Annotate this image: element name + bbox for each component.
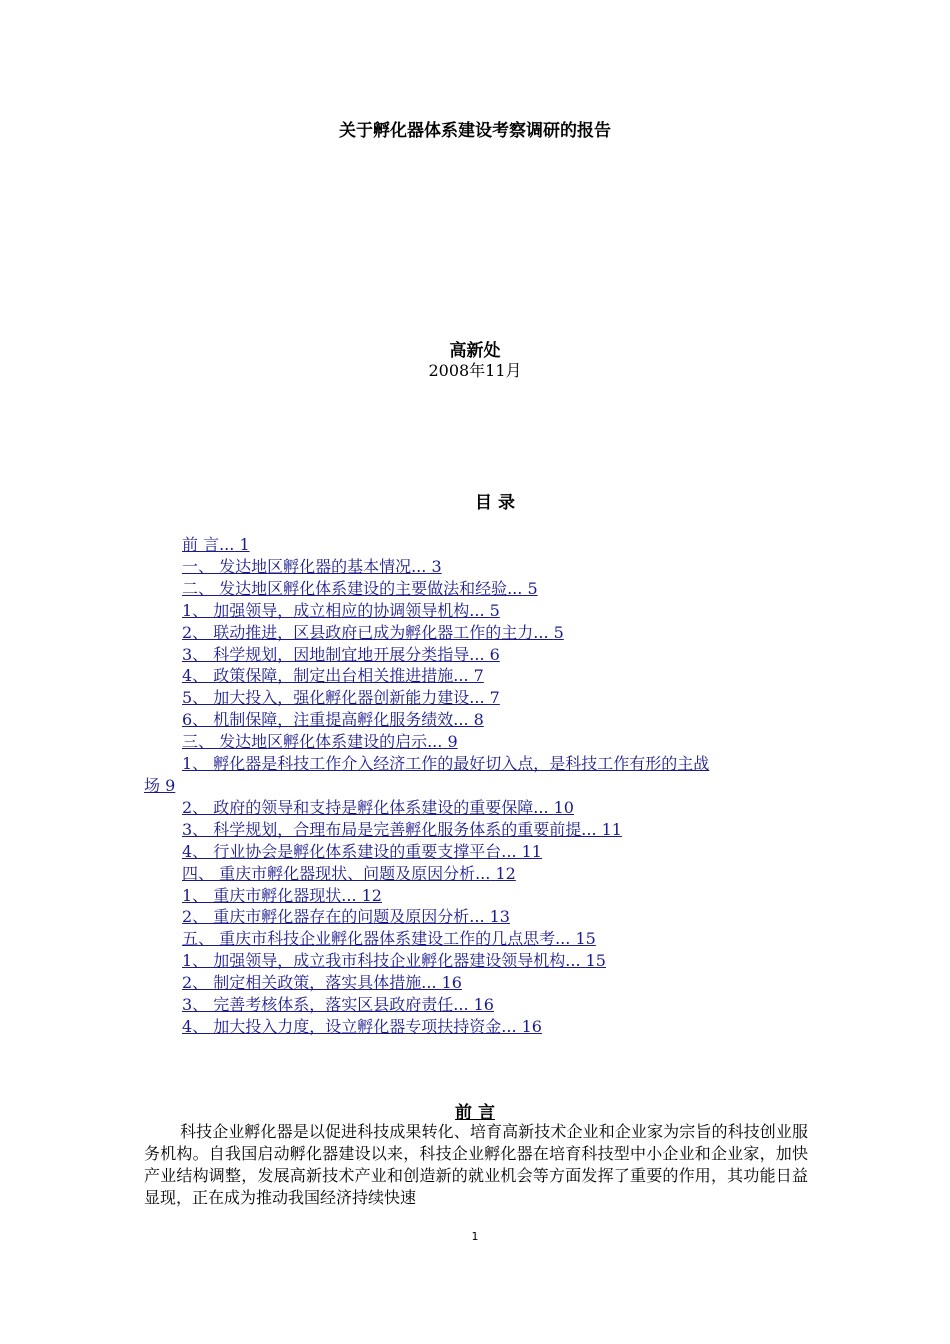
toc-link-2-3[interactable]: 3、 科学规划，因地制宜地开展分类指导... 6	[182, 644, 500, 664]
table-of-contents	[144, 534, 812, 1038]
toc-link-5-2[interactable]: 2、 制定相关政策，落实具体措施... 16	[182, 973, 462, 993]
toc-link-section-5[interactable]: 五、 重庆市科技企业孵化器体系建设工作的几点思考... 15	[182, 929, 596, 949]
toc-link-3-3[interactable]: 3、 科学规划，合理布局是完善孵化服务体系的重要前提... 11	[182, 819, 622, 839]
toc-link-4-2[interactable]: 2、 重庆市孵化器存在的问题及原因分析... 13	[182, 907, 510, 927]
toc-link-2-5[interactable]: 5、 加大投入，强化孵化器创新能力建设... 7	[182, 688, 500, 708]
preface-heading: 前 言	[455, 1103, 495, 1123]
document-date: 2008年11月	[428, 361, 522, 380]
document-author: 高新处	[449, 341, 501, 361]
toc-link-section-1[interactable]: 一、 发达地区孵化器的基本情况... 3	[182, 556, 442, 576]
preface-paragraph: 科技企业孵化器是以促进科技成果转化、培育高新技术企业和企业家为宗旨的科技创业服务机构。自我国启动孵化器建设以来，科技企业孵化器在培育科技型中小企业和企业家，加快产业结构调整，发展高新技术产业和创造新的就业机会等方面发挥了重要的作用，其功能日益显现，正在成为推动我国经济持续快速	[144, 1122, 808, 1207]
toc-link-2-1[interactable]: 1、 加强领导，成立相应的协调领导机构... 5	[182, 600, 500, 620]
document-title: 关于孵化器体系建设考察调研的报告	[339, 121, 611, 141]
toc-link-2-2[interactable]: 2、 联动推进，区县政府已成为孵化器工作的主力... 5	[182, 622, 564, 642]
toc-link-5-1[interactable]: 1、 加强领导，成立我市科技企业孵化器建设领导机构... 15	[182, 951, 606, 971]
toc-link-2-6[interactable]: 6、 机制保障，注重提高孵化服务绩效... 8	[182, 710, 484, 730]
toc-link-section-3[interactable]: 三、 发达地区孵化体系建设的启示... 9	[182, 732, 458, 752]
toc-link-5-4[interactable]: 4、 加大投入力度，设立孵化器专项扶持资金... 16	[182, 1016, 542, 1036]
toc-link-section-4[interactable]: 四、 重庆市孵化器现状、问题及原因分析... 12	[182, 863, 516, 883]
toc-link-5-3[interactable]: 3、 完善考核体系，落实区县政府责任... 16	[182, 995, 494, 1015]
toc-link-3-2[interactable]: 2、 政府的领导和支持是孵化体系建设的重要保障... 10	[182, 797, 574, 817]
toc-link-3-4[interactable]: 4、 行业协会是孵化体系建设的重要支撑平台... 11	[182, 841, 542, 861]
toc-link-section-2[interactable]: 二、 发达地区孵化体系建设的主要做法和经验... 5	[182, 578, 538, 598]
toc-link-3-1[interactable]: 1、 孵化器是科技工作介入经济工作的最好切入点，是科技工作有形的主战 场 9	[144, 754, 710, 795]
toc-link-4-1[interactable]: 1、 重庆市孵化器现状... 12	[182, 885, 382, 905]
toc-link-2-4[interactable]: 4、 政策保障，制定出台相关推进措施... 7	[182, 666, 484, 686]
page-number: 1	[471, 1230, 479, 1243]
toc-link-preface[interactable]: 前 言... 1	[182, 535, 250, 554]
toc-heading: 目 录	[475, 493, 515, 513]
